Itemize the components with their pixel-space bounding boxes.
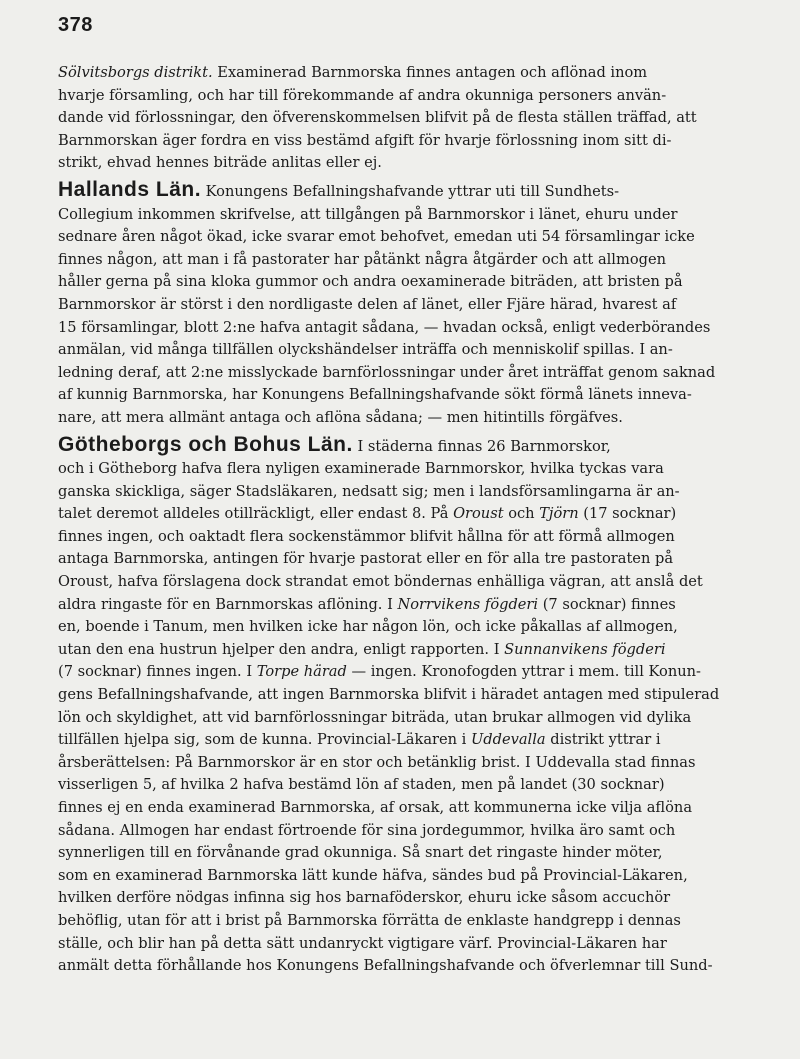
italic-text: Oroust: [453, 505, 504, 523]
text-run: och: [503, 505, 540, 523]
text-run: anmälan, vid många tillfällen olyckshändelser inträffa och menniskolif spillas. I an-: [58, 341, 673, 359]
text-line: [58, 503, 784, 526]
text-line: [58, 130, 784, 153]
text-line: [58, 661, 784, 684]
text-run: ställe, och blir han på detta sätt undanryckt vigtigare värf. Provincial-Läkaren har: [58, 934, 667, 952]
text-run: hvilken derföre nödgas infinna sig hos barnaföderskor, ehuru icke såsom accuchör: [58, 889, 671, 907]
text-line: [58, 887, 784, 910]
text-run: gens Befallningshafvande, att ingen Barnmorska blifvit i häradet antagen med stipulerad: [58, 686, 720, 704]
text-line: [58, 684, 784, 707]
text-line: [58, 362, 784, 385]
text-line: [58, 434, 784, 459]
text-line: [58, 317, 784, 340]
text-line: [58, 571, 784, 594]
text-line: [58, 594, 784, 617]
text-run: utan den ena hustrun hjelper den andra, enligt rapporten. I: [58, 640, 505, 658]
text-line: [58, 955, 784, 978]
text-run: Examinerad Barnmorska finnes antagen och aflönad inom: [212, 64, 648, 81]
text-line: [58, 842, 784, 865]
paragraph: [58, 434, 784, 978]
text-line: [58, 152, 784, 175]
text-line: [58, 752, 784, 775]
text-run: och i Götheborg hafva flera nyligen examinerade Barnmorskor, hvilka tyckas vara: [58, 460, 664, 478]
text-line: [58, 933, 784, 956]
text-line: [58, 910, 784, 933]
text-run: sednare åren något ökad, icke svarar emot behofvet, emedan uti 54 församlingar icke: [58, 228, 695, 246]
text-line: [58, 729, 784, 752]
text-run: Collegium inkommen skrifvelse, att tillgången på Barnmorskor i länet, ehuru under: [58, 205, 678, 223]
paragraph: [58, 179, 784, 430]
text-run: lön och skyldighet, att vid barnförlossningar biträda, utan brukar allmogen vid dylika: [58, 708, 692, 726]
text-line: [58, 639, 784, 662]
text-line: [58, 85, 784, 108]
text-run: (7 socknar) finnes: [538, 595, 676, 613]
text-line: [58, 797, 784, 820]
text-line: [58, 548, 784, 571]
italic-text: Uddevalla: [470, 731, 546, 749]
text-run: sådana. Allmogen har endast förtroende för sina jordegummor, hvilka äro samt och: [58, 821, 676, 839]
section-heading: Hallands Län.: [58, 178, 202, 201]
text-line: [58, 407, 784, 430]
text-run: visserligen 5, af hvilka 2 hafva bestämd lön af staden, men på landet (30 socknar): [58, 776, 665, 794]
text-line: [58, 616, 784, 639]
text-run: — ingen. Kronofogden yttrar i mem. till Konun-: [346, 663, 701, 681]
paragraph: [58, 62, 784, 175]
text-run: Oroust, hafva förslagena dock strandat emot böndernas enhälliga vägran, att anslå det: [58, 573, 703, 591]
text-line: [58, 62, 784, 85]
text-run: (7 socknar) finnes ingen. I: [58, 663, 257, 681]
italic-text: Tjörn: [539, 505, 579, 523]
text-line: [58, 339, 784, 362]
text-line: [58, 226, 784, 249]
text-run: som en examinerad Barnmorska lätt kunde häfva, sändes bud på Provincial-Läkaren,: [58, 866, 688, 884]
text-run: synnerligen till en förvånande grad okunniga. Så snart det ringaste hinder möter,: [58, 844, 663, 862]
text-run: behöflig, utan för att i brist på Barnmorska förrätta de enklaste handgrepp i dennas: [58, 911, 681, 929]
text-run: finnes ej en enda examinerad Barnmorska, af orsak, att kommunerna icke vilja aflöna: [58, 799, 693, 816]
page-number: 378: [58, 14, 93, 36]
text-line: [58, 107, 784, 130]
text-line: [58, 481, 784, 504]
text-run: hvarje församling, och har till förekommande af andra okunniga personers använ-: [58, 86, 667, 104]
text-run: tillfällen hjelpa sig, som de kunna. Provincial-Läkaren i: [58, 731, 471, 749]
italic-text: Norrvikens fögderi: [397, 595, 539, 613]
text-line: [58, 384, 784, 407]
text-run: dande vid förlossningar, den öfverenskommelsen blifvit på de flesta ställen träffad, att: [58, 109, 697, 127]
text-run: håller gerna på sina kloka gummor och andra oexaminerade biträden, att bristen på: [58, 273, 683, 291]
text-run: 15 församlingar, blott 2:ne hafva antagit sådana, — hvadan också, enligt vederbörandes: [58, 318, 711, 336]
text-run: strikt, ehvad hennes biträde anlitas eller ej.: [58, 154, 382, 172]
text-run: aldra ringaste för en Barnmorskas aflöning. I: [58, 595, 398, 613]
section-heading: Götheborgs och Bohus Län.: [58, 433, 353, 456]
text-run: antaga Barnmorska, antingen för hvarje pastorat eller en för alla tre pastoraten på: [58, 550, 674, 568]
italic-text: Sölvitsborgs distrikt.: [58, 64, 213, 81]
text-line: [58, 458, 784, 481]
text-run: anmält detta förhållande hos Konungens Befallningshafvande och öfverlemnar till Sund-: [58, 957, 713, 975]
body-text: [58, 62, 784, 978]
text-run: talet deremot alldeles otillräckligt, eller endast 8. På: [58, 505, 454, 523]
text-line: [58, 865, 784, 888]
italic-text: Torpe härad: [256, 663, 347, 681]
text-run: årsberättelsen: På Barnmorskor är en stor och betänklig brist. I Uddevalla stad finnas: [58, 753, 696, 771]
text-run: I städerna finnas 26 Barnmorskor,: [352, 437, 611, 455]
text-run: nare, att mera allmänt antaga och aflöna sådana; — men hitintills förgäfves.: [58, 408, 623, 426]
text-run: ganska skickliga, säger Stadsläkaren, nedsatt sig; men i landsförsamlingarna är an-: [58, 482, 680, 500]
text-line: [58, 204, 784, 227]
text-run: en, boende i Tanum, men hvilken icke har någon lön, och icke påkallas af allmogen,: [58, 618, 678, 636]
text-line: [58, 774, 784, 797]
text-run: distrikt yttrar i: [545, 731, 661, 749]
text-run: Barnmorskan äger fordra en viss bestämd afgift för hvarje förlossning inom sitt di-: [58, 131, 672, 149]
text-run: (17 socknar): [578, 505, 677, 523]
text-run: finnes någon, att man i få pastorater har påtänkt några åtgärder och att allmogen: [58, 250, 666, 268]
text-run: Barnmorskor är störst i den nordligaste delen af länet, eller Fjäre härad, hvarest af: [58, 295, 677, 313]
text-run: ledning deraf, att 2:ne misslyckade barnförlossningar under året inträffat genom saknad: [58, 363, 716, 381]
text-line: [58, 707, 784, 730]
italic-text: Sunnanvikens fögderi: [504, 640, 666, 658]
text-line: [58, 271, 784, 294]
text-line: [58, 526, 784, 549]
text-line: [58, 179, 784, 204]
text-line: [58, 820, 784, 843]
text-run: finnes ingen, och oaktadt flera sockenstämmor blifvit hållna för att förmå allmogen: [58, 527, 675, 545]
text-run: Konungens Befallningshafvande yttrar uti till Sundhets-: [201, 182, 620, 200]
text-line: [58, 294, 784, 317]
text-line: [58, 249, 784, 272]
text-run: af kunnig Barnmorska, har Konungens Befallningshafvande sökt förmå länets inneva-: [58, 386, 692, 404]
